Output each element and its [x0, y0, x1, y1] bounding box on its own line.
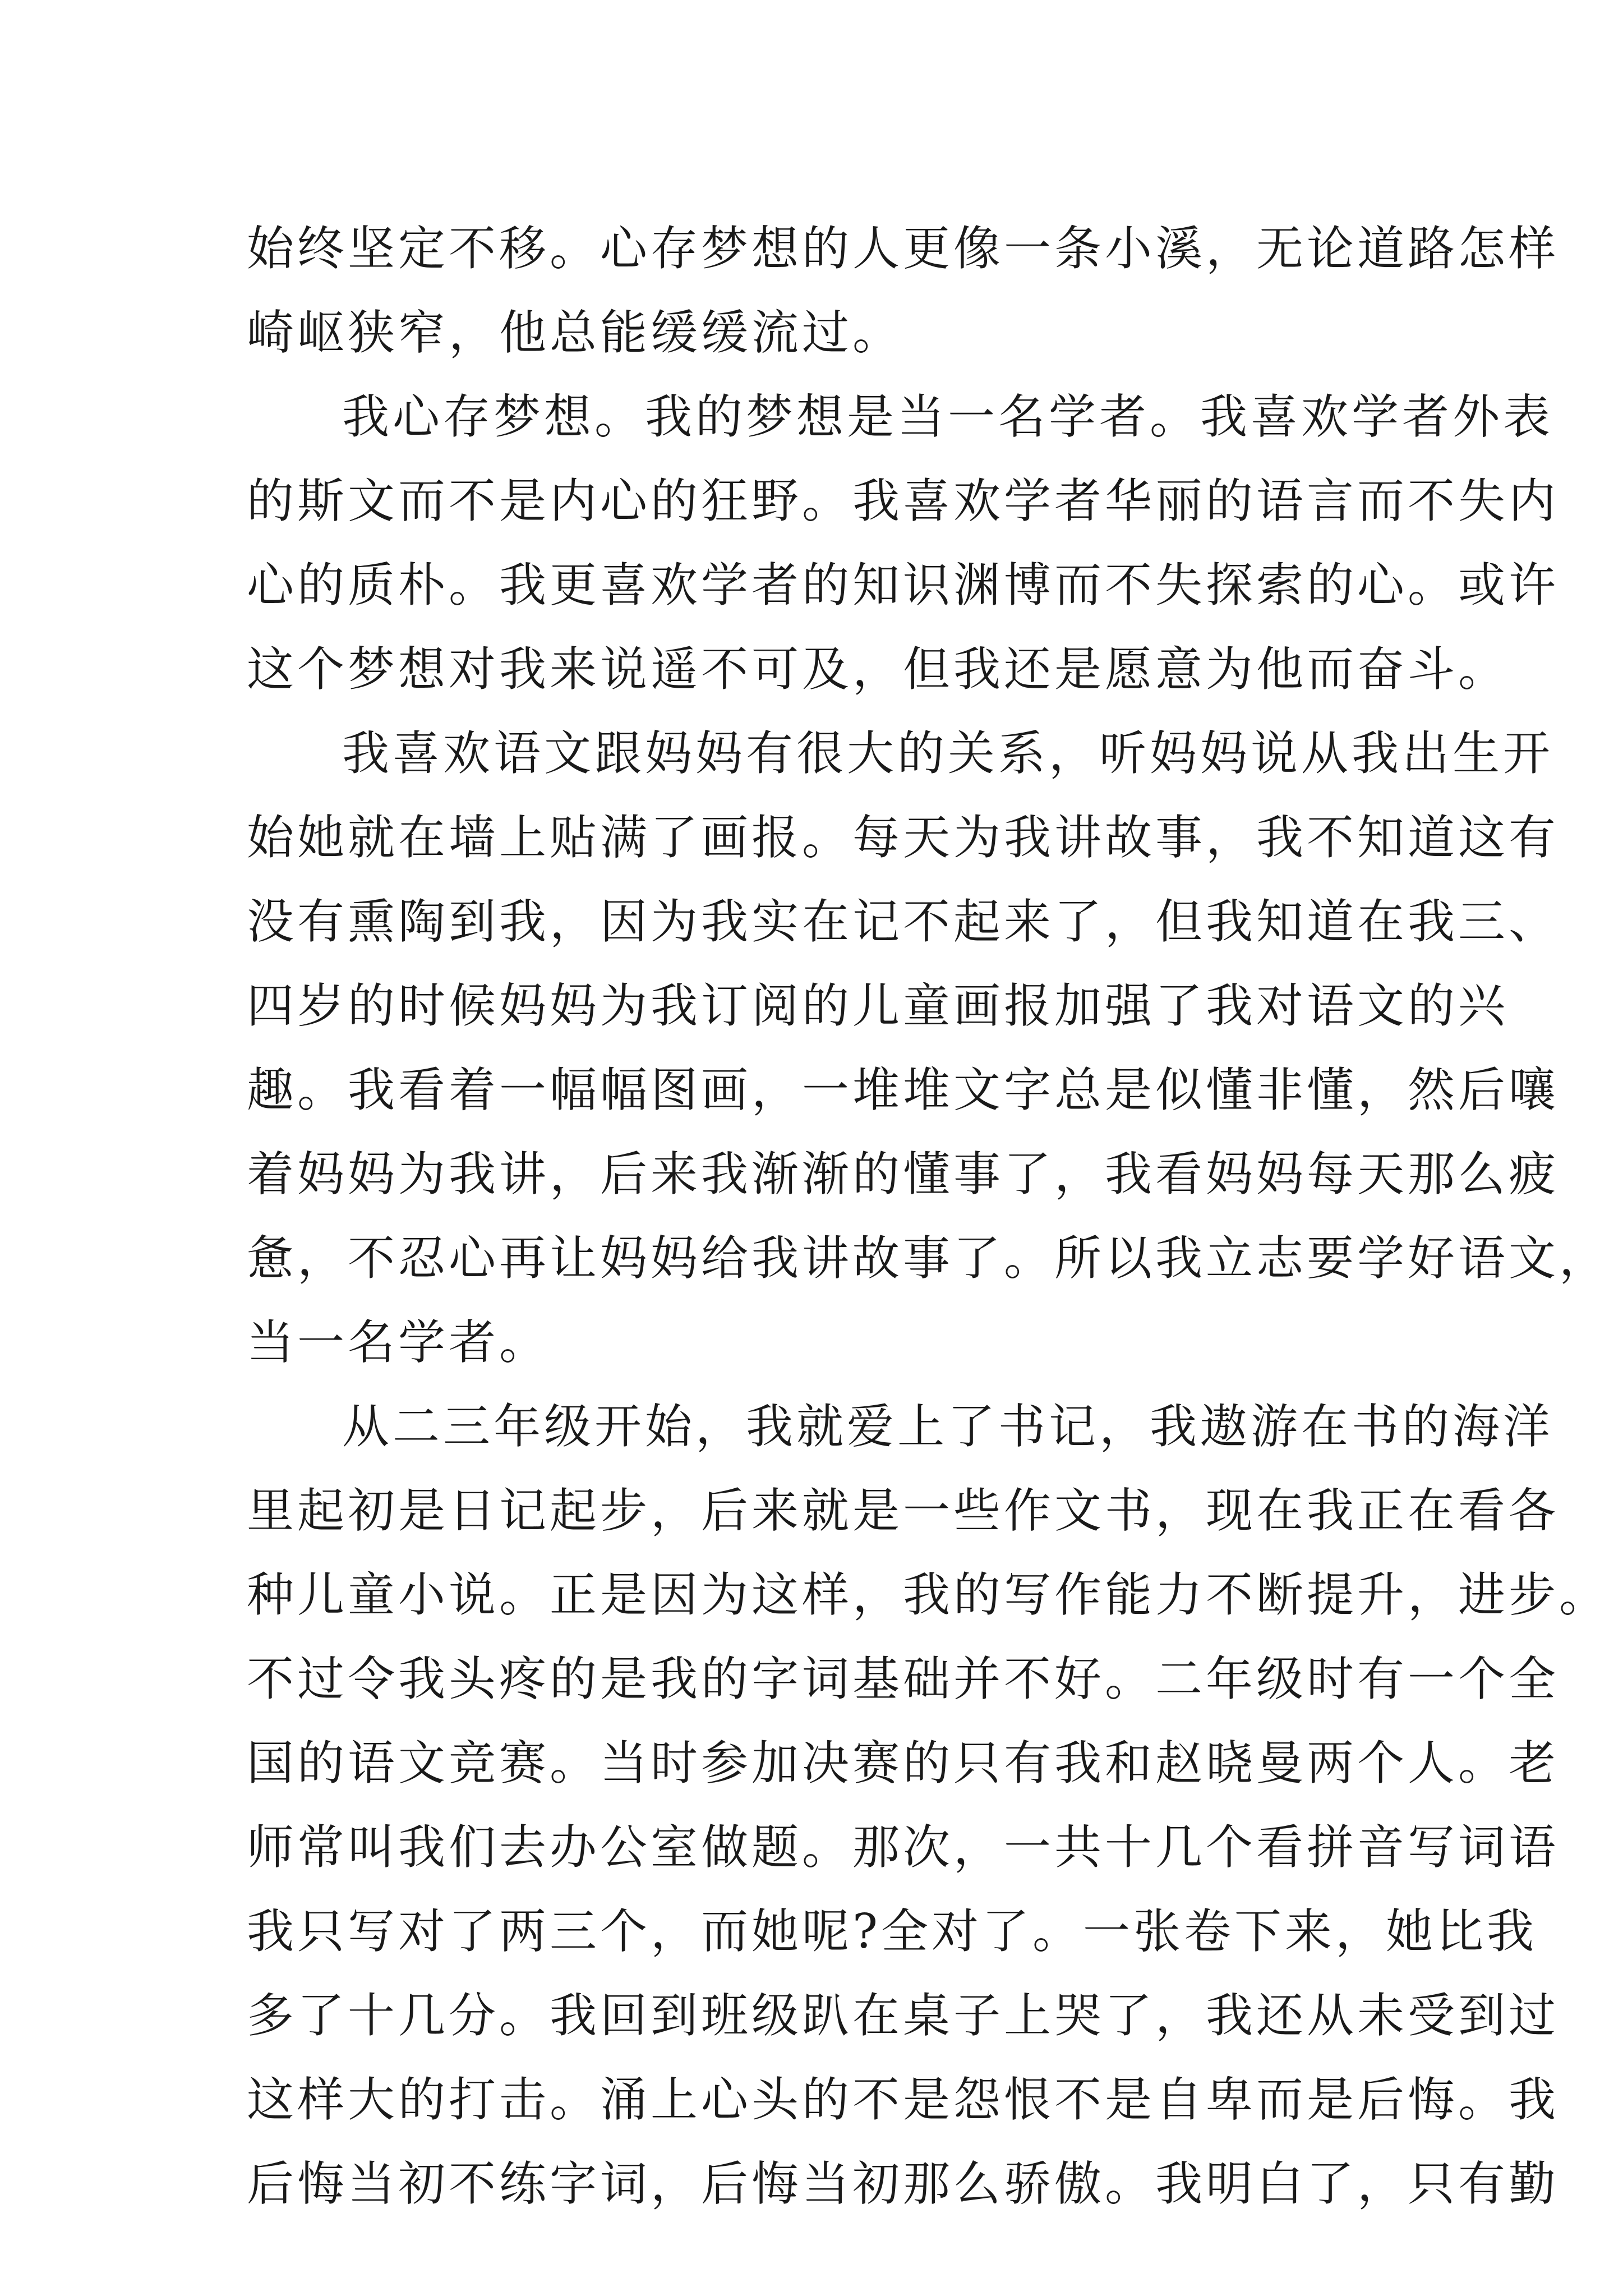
- text-line: 趣。我看着一幅幅图画，一堆堆文字总是似懂非懂，然后嚷: [247, 1062, 1560, 1117]
- text-line: 这个梦想对我来说遥不可及，但我还是愿意为他而奋斗。: [247, 642, 1509, 697]
- text-line: 我只写对了两三个，而她呢?全对了。一张卷下来，她比我: [247, 1904, 1538, 1959]
- text-line: 的斯文而不是内心的狂野。我喜欢学者华丽的语言而不失内: [247, 473, 1560, 528]
- text-line: 崎岖狭窄，他总能缓缓流过。: [247, 305, 903, 360]
- text-line: 惫，不忍心再让妈妈给我讲故事了。所以我立志要学好语文，: [247, 1231, 1610, 1286]
- text-line: 这样大的打击。涌上心头的不是怨恨不是自卑而是后悔。我: [247, 2072, 1560, 2127]
- text-line: 四岁的时候妈妈为我订阅的儿童画报加强了我对语文的兴: [247, 978, 1509, 1033]
- text-line: 多了十几分。我回到班级趴在桌子上哭了，我还从未受到过: [247, 1988, 1560, 2043]
- text-line: 国的语文竞赛。当时参加决赛的只有我和赵晓曼两个人。老: [247, 1736, 1560, 1791]
- text-line: 当一名学者。: [247, 1315, 550, 1370]
- text-line: 没有熏陶到我，因为我实在记不起来了，但我知道在我三、: [247, 894, 1560, 949]
- text-line: 里起初是日记起步，后来就是一些作文书，现在我正在看各: [247, 1483, 1560, 1538]
- text-line: 始她就在墙上贴满了画报。每天为我讲故事，我不知道这有: [247, 810, 1560, 865]
- text-line: 心的质朴。我更喜欢学者的知识渊博而不失探索的心。或许: [247, 558, 1560, 613]
- text-line: 着妈妈为我讲，后来我渐渐的懂事了，我看妈妈每天那么疲: [247, 1147, 1560, 1202]
- text-line: 始终坚定不移。心存梦想的人更像一条小溪，无论道路怎样: [247, 221, 1560, 276]
- text-line: 不过令我头疼的是我的字词基础并不好。二年级时有一个全: [247, 1651, 1560, 1706]
- text-line: 种儿童小说。正是因为这样，我的写作能力不断提升，进步。: [247, 1567, 1610, 1622]
- text-line: 后悔当初不练字词，后悔当初那么骄傲。我明白了，只有勤: [247, 2156, 1560, 2211]
- text-line: 我喜欢语文跟妈妈有很大的关系，听妈妈说从我出生开: [342, 726, 1554, 781]
- text-line: 师常叫我们去办公室做题。那次，一共十几个看拼音写词语: [247, 1820, 1560, 1875]
- text-line: 从二三年级开始，我就爱上了书记，我遨游在书的海洋: [342, 1399, 1554, 1454]
- text-line: 我心存梦想。我的梦想是当一名学者。我喜欢学者外表: [342, 389, 1554, 444]
